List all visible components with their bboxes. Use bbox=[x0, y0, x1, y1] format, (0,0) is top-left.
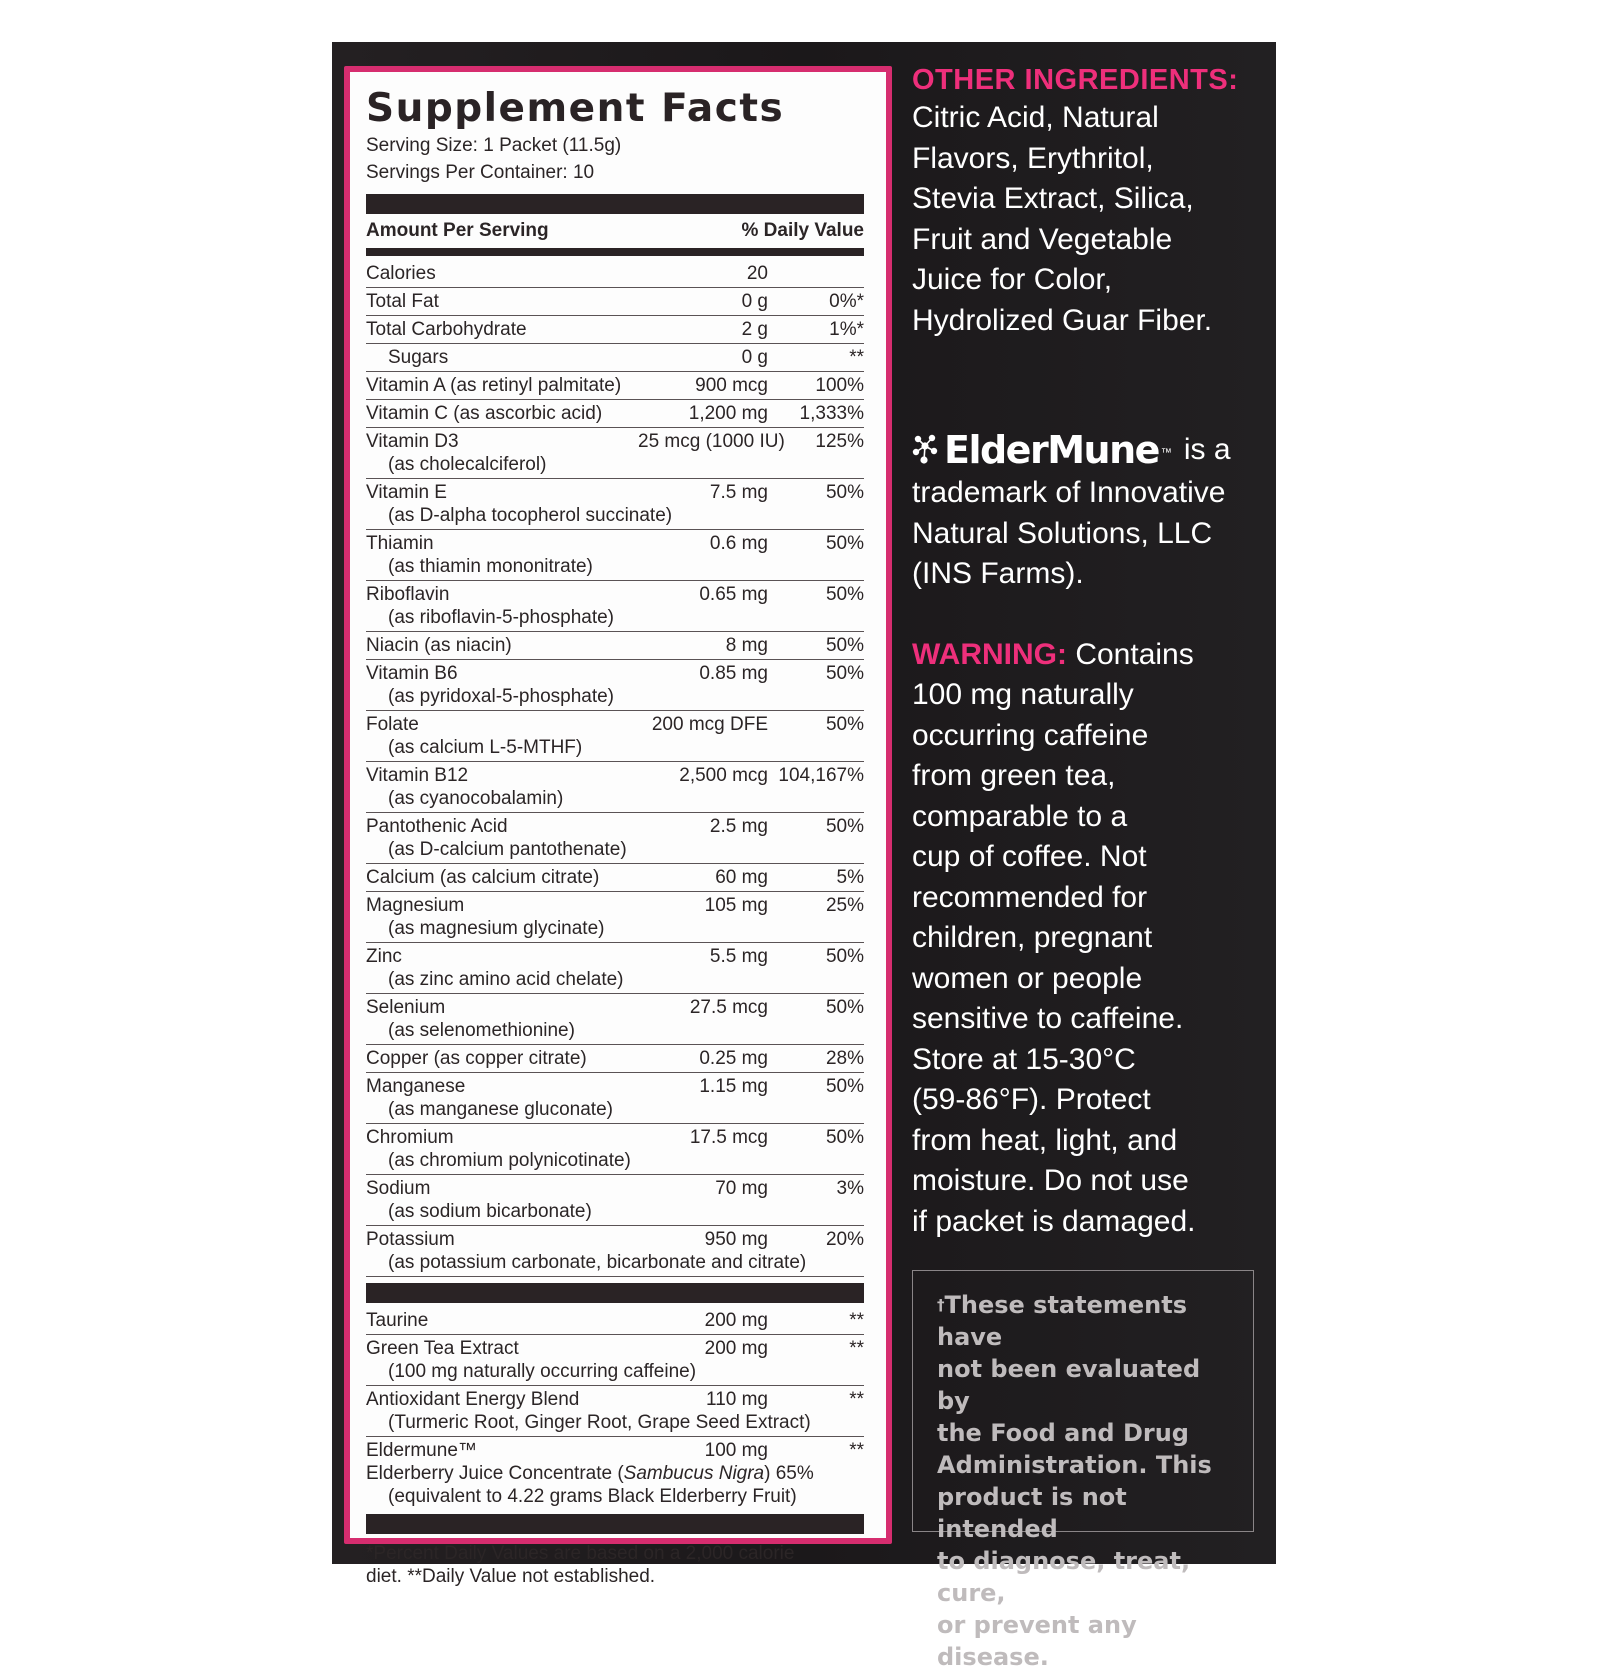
nutrient-amount: 200 mcg DFE bbox=[651, 714, 768, 735]
nutrient-source: (as riboflavin-5-phosphate) bbox=[388, 607, 615, 628]
right-column bbox=[912, 62, 1252, 1242]
nutrient-daily-value: 50% bbox=[825, 714, 864, 735]
nutrient-name: Total Carbohydrate bbox=[366, 319, 527, 340]
nutrient-row bbox=[366, 530, 864, 581]
nutrient-source: (as potassium carbonate, bicarbonate and citrate) bbox=[388, 1252, 807, 1273]
nutrient-row bbox=[366, 1226, 864, 1277]
eldermune-line-2: Elderberry Juice Concentrate (Sambucus Nigra) 65% bbox=[366, 1463, 814, 1484]
nutrient-name: Vitamin E bbox=[366, 482, 447, 503]
trademark-line: (INS Farms). bbox=[912, 557, 1084, 590]
disclaimer-line: product is not intended bbox=[937, 1483, 1127, 1543]
nutrient-row bbox=[366, 1124, 864, 1175]
nutrient-name: Niacin (as niacin) bbox=[366, 635, 512, 656]
nutrient-amount: 0.85 mg bbox=[699, 663, 768, 684]
nutrient-name: Vitamin D3 bbox=[366, 431, 459, 452]
nutrient-amount: 2,500 mcg bbox=[679, 765, 768, 786]
nutrient-row bbox=[366, 581, 864, 632]
nutrient-daily-value: 125% bbox=[815, 431, 864, 452]
nutrient-source: (as D-alpha tocopherol succinate) bbox=[388, 505, 673, 526]
nutrient-source: (as sodium bicarbonate) bbox=[388, 1201, 592, 1222]
trademark-symbol: ™ bbox=[1160, 447, 1172, 459]
nutrient-amount: 7.5 mg bbox=[709, 482, 768, 503]
warning-line: women or people bbox=[912, 961, 1143, 995]
nutrient-amount: 8 mg bbox=[725, 635, 768, 656]
nutrient-source: (as magnesium glycinate) bbox=[388, 918, 605, 939]
nutrient-source: (as manganese gluconate) bbox=[388, 1099, 613, 1120]
nutrient-row bbox=[366, 400, 864, 428]
warning-line: comparable to a bbox=[912, 799, 1128, 833]
ingredient-line: Citric Acid, Natural bbox=[912, 101, 1159, 134]
nutrient-amount: 950 mg bbox=[704, 1229, 768, 1250]
nutrient-row bbox=[366, 1175, 864, 1226]
disclaimer-text bbox=[937, 1291, 1239, 1673]
nutrient-row bbox=[366, 864, 864, 892]
trademark-line: Natural Solutions, LLC bbox=[912, 516, 1213, 550]
supplement-facts-panel bbox=[344, 66, 892, 1587]
ingredient-line: Stevia Extract, Silica, bbox=[912, 182, 1194, 215]
ingredient-line: Hydrolized Guar Fiber. bbox=[912, 303, 1213, 337]
warning-line: children, pregnant bbox=[912, 921, 1153, 954]
divider-medium bbox=[366, 248, 864, 256]
supplement-facts-title: Supplement Facts bbox=[366, 86, 785, 131]
eldermune-logo-text: ElderMune bbox=[944, 428, 1159, 472]
nutrient-amount: 200 mg bbox=[704, 1310, 768, 1331]
nutrient-daily-value: 50% bbox=[825, 997, 864, 1018]
other-ingredients-heading: OTHER INGREDIENTS: bbox=[912, 64, 1239, 96]
ingredient-line: Flavors, Erythritol, bbox=[912, 141, 1154, 175]
nutrient-daily-value: 1%* bbox=[829, 319, 864, 340]
nutrient-row bbox=[366, 1073, 864, 1124]
nutrient-amount: 60 mg bbox=[715, 867, 768, 888]
nutrient-source: (as zinc amino acid chelate) bbox=[388, 969, 624, 990]
nutrient-daily-value: ** bbox=[849, 347, 864, 368]
eldermune-row bbox=[366, 1437, 864, 1510]
warning-label: WARNING: bbox=[912, 637, 1067, 671]
serving-size: Serving Size: 1 Packet (11.5g) bbox=[366, 135, 622, 156]
nutrient-row bbox=[366, 711, 864, 762]
disclaimer-line: Administration. This bbox=[937, 1451, 1212, 1479]
nutrient-daily-value: ** bbox=[849, 1310, 864, 1331]
nutrient-daily-value: 50% bbox=[825, 816, 864, 837]
nutrient-daily-value bbox=[768, 262, 864, 285]
nutrient-source: (as selenomethionine) bbox=[388, 1020, 575, 1041]
warning-line: sensitive to caffeine. bbox=[912, 1002, 1184, 1035]
warning-line: moisture. Do not use bbox=[912, 1164, 1189, 1197]
nutrient-daily-value: 50% bbox=[825, 635, 864, 656]
nutrient-name: Total Fat bbox=[366, 291, 439, 312]
warning-line: from green tea, bbox=[912, 759, 1116, 792]
nutrient-daily-value: 20% bbox=[825, 1229, 864, 1250]
nutrient-name: Calories bbox=[366, 263, 436, 284]
nutrient-row bbox=[366, 632, 864, 660]
nutrient-daily-value: 50% bbox=[825, 584, 864, 605]
nutrient-name: Taurine bbox=[366, 1310, 429, 1331]
nutrient-name: Antioxidant Energy Blend bbox=[366, 1389, 580, 1410]
disclaimer-line: or prevent any disease. bbox=[937, 1611, 1137, 1671]
nutrient-row bbox=[366, 316, 864, 344]
warning-line: (59-86°F). Protect bbox=[912, 1083, 1151, 1116]
nutrient-row bbox=[366, 428, 864, 479]
nutrient-name: Vitamin C (as ascorbic acid) bbox=[366, 403, 603, 424]
servings-per-container: Servings Per Container: 10 bbox=[366, 162, 595, 183]
nutrient-daily-value: 50% bbox=[825, 1076, 864, 1097]
nutrient-amount: 105 mg bbox=[704, 895, 768, 916]
nutrient-name: Magnesium bbox=[366, 895, 465, 916]
nutrient-daily-value: 100% bbox=[815, 375, 864, 396]
nutrient-amount: 20 bbox=[746, 263, 768, 284]
warning-text bbox=[912, 675, 1252, 1242]
disclaimer-line: These statements have bbox=[937, 1291, 1187, 1351]
nutrient-name: Vitamin B6 bbox=[366, 663, 458, 684]
nutrient-name: Sodium bbox=[366, 1178, 431, 1199]
eldermune-amount: 100 mg bbox=[704, 1440, 768, 1461]
warning-line: recommended for bbox=[912, 880, 1148, 914]
trademark-text bbox=[912, 473, 1252, 595]
blend-rows bbox=[366, 1307, 864, 1437]
nutrient-amount: 1.15 mg bbox=[699, 1076, 768, 1097]
disclaimer-line: the Food and Drug bbox=[937, 1419, 1189, 1447]
nutrient-row bbox=[366, 813, 864, 864]
footnote: *Percent Daily Values are based on a 2,000 calorie diet. **Daily Value not established. bbox=[366, 1543, 795, 1587]
nutrient-amount: 25 mcg (1000 IU) bbox=[638, 431, 785, 452]
nutrient-daily-value: 50% bbox=[825, 533, 864, 554]
supplement-facts-inner bbox=[350, 72, 886, 1587]
elderberry-cluster-icon bbox=[912, 433, 942, 467]
nutrient-name: Vitamin B12 bbox=[366, 765, 469, 786]
nutrient-rows bbox=[366, 260, 864, 1277]
eldermune-logo-line bbox=[912, 427, 1252, 473]
divider-thick-3 bbox=[366, 1514, 864, 1534]
warning-line: occurring caffeine bbox=[912, 718, 1149, 752]
nutrient-row bbox=[366, 762, 864, 813]
nutrient-row bbox=[366, 260, 864, 288]
nutrient-name: Green Tea Extract bbox=[366, 1338, 519, 1359]
nutrient-amount: 70 mg bbox=[715, 1178, 768, 1199]
nutrient-name: Copper (as copper citrate) bbox=[366, 1048, 587, 1069]
nutrient-source: (as chromium polynicotinate) bbox=[388, 1150, 631, 1171]
header-amount-per-serving: Amount Per Serving bbox=[366, 220, 549, 241]
nutrient-name: Chromium bbox=[366, 1127, 454, 1148]
nutrient-name: Pantothenic Acid bbox=[366, 816, 508, 837]
nutrient-amount: 110 mg bbox=[706, 1389, 768, 1410]
nutrient-name: Riboflavin bbox=[366, 584, 450, 605]
nutrient-amount: 900 mcg bbox=[695, 375, 768, 396]
trademark-line: trademark of Innovative bbox=[912, 476, 1226, 509]
nutrient-amount: 17.5 mcg bbox=[689, 1127, 768, 1148]
nutrient-amount: 2 g bbox=[741, 319, 768, 340]
disclaimer-line: to diagnose, treat, cure, bbox=[937, 1547, 1191, 1607]
nutrient-daily-value: 1,333% bbox=[799, 403, 864, 424]
nutrient-daily-value: 25% bbox=[825, 895, 864, 916]
warning-line: 100 mg naturally bbox=[912, 678, 1134, 711]
nutrient-daily-value: 50% bbox=[825, 663, 864, 684]
nutrient-row bbox=[366, 943, 864, 994]
nutrient-amount: 0.6 mg bbox=[709, 533, 768, 554]
warning-line: if packet is damaged. bbox=[912, 1204, 1196, 1238]
nutrient-source: (as cholecalciferol) bbox=[388, 454, 547, 475]
dagger-symbol: † bbox=[937, 1296, 945, 1314]
nutrient-row bbox=[366, 660, 864, 711]
nutrient-row bbox=[366, 479, 864, 530]
nutrient-name: Vitamin A (as retinyl palmitate) bbox=[366, 375, 622, 396]
trademark-first-line: is a bbox=[1183, 433, 1231, 466]
nutrient-source: (as D-calcium pantothenate) bbox=[388, 839, 627, 860]
nutrient-daily-value: 50% bbox=[825, 946, 864, 967]
nutrient-row bbox=[366, 288, 864, 316]
nutrient-amount: 2.5 mg bbox=[709, 816, 768, 837]
nutrient-row bbox=[366, 1307, 864, 1335]
warning-line: Store at 15-30°C bbox=[912, 1042, 1136, 1076]
nutrient-amount: 1,200 mg bbox=[688, 403, 768, 424]
nutrient-name: Selenium bbox=[366, 997, 446, 1018]
nutrient-daily-value: 5% bbox=[836, 867, 864, 888]
nutrient-row bbox=[366, 1045, 864, 1073]
warning-first-word: Contains bbox=[1075, 637, 1194, 671]
nutrient-daily-value: 50% bbox=[825, 482, 864, 503]
header-daily-value: % Daily Value bbox=[741, 220, 864, 241]
fda-disclaimer-box bbox=[912, 1270, 1254, 1671]
nutrient-amount: 0.65 mg bbox=[699, 584, 768, 605]
warning-block bbox=[912, 635, 1252, 1243]
nutrient-name: Zinc bbox=[366, 946, 402, 967]
nutrient-name: Thiamin bbox=[366, 533, 434, 554]
nutrient-amount: 5.5 mg bbox=[709, 946, 768, 967]
nutrient-row bbox=[366, 344, 864, 372]
nutrient-row bbox=[366, 892, 864, 943]
warning-line: cup of coffee. Not bbox=[912, 840, 1147, 873]
divider-thick-2 bbox=[366, 1283, 864, 1303]
nutrient-row bbox=[366, 994, 864, 1045]
nutrient-amount: 200 mg bbox=[704, 1338, 768, 1359]
nutrient-source: (as thiamin mononitrate) bbox=[388, 556, 593, 577]
nutrient-amount: 0 g bbox=[741, 347, 768, 368]
nutrient-amount: 27.5 mcg bbox=[689, 997, 768, 1018]
nutrient-name: Manganese bbox=[366, 1076, 466, 1097]
nutrient-daily-value: 3% bbox=[836, 1178, 864, 1199]
nutrient-source: (Turmeric Root, Ginger Root, Grape Seed Extract) bbox=[388, 1412, 811, 1433]
eldermune-line-3: (equivalent to 4.22 grams Black Elderberry Fruit) bbox=[388, 1486, 797, 1507]
nutrient-amount: 0 g bbox=[741, 291, 768, 312]
nutrient-daily-value: 28% bbox=[825, 1048, 864, 1069]
nutrient-daily-value: ** bbox=[849, 1389, 864, 1410]
disclaimer-line: not been evaluated by bbox=[937, 1355, 1201, 1415]
nutrient-daily-value: 50% bbox=[825, 1127, 864, 1148]
table-header bbox=[366, 214, 864, 248]
nutrient-daily-value: 104,167% bbox=[778, 765, 864, 786]
nutrient-daily-value: ** bbox=[849, 1338, 864, 1359]
eldermune-name: Eldermune™ bbox=[366, 1440, 477, 1461]
nutrient-row bbox=[366, 1335, 864, 1386]
warning-line: from heat, light, and bbox=[912, 1123, 1178, 1157]
nutrient-name: Folate bbox=[366, 714, 419, 735]
nutrient-row bbox=[366, 372, 864, 400]
ingredient-line: Fruit and Vegetable bbox=[912, 222, 1173, 256]
nutrient-name: Potassium bbox=[366, 1229, 455, 1250]
nutrient-source: (as cyanocobalamin) bbox=[388, 788, 564, 809]
nutrient-daily-value: 0%* bbox=[829, 291, 864, 312]
nutrient-row bbox=[366, 1386, 864, 1437]
nutrient-source: (100 mg naturally occurring caffeine) bbox=[388, 1361, 697, 1382]
eldermune-dv: ** bbox=[849, 1440, 864, 1461]
divider-thick bbox=[366, 194, 864, 214]
nutrient-name: Calcium (as calcium citrate) bbox=[366, 867, 600, 888]
nutrient-source: (as calcium L-5-MTHF) bbox=[388, 737, 583, 758]
other-ingredients-text bbox=[912, 98, 1252, 341]
ingredient-line: Juice for Color, bbox=[912, 263, 1113, 296]
nutrient-amount: 0.25 mg bbox=[699, 1048, 768, 1069]
nutrient-source: (as pyridoxal-5-phosphate) bbox=[388, 686, 615, 707]
nutrient-name: Sugars bbox=[388, 347, 449, 368]
